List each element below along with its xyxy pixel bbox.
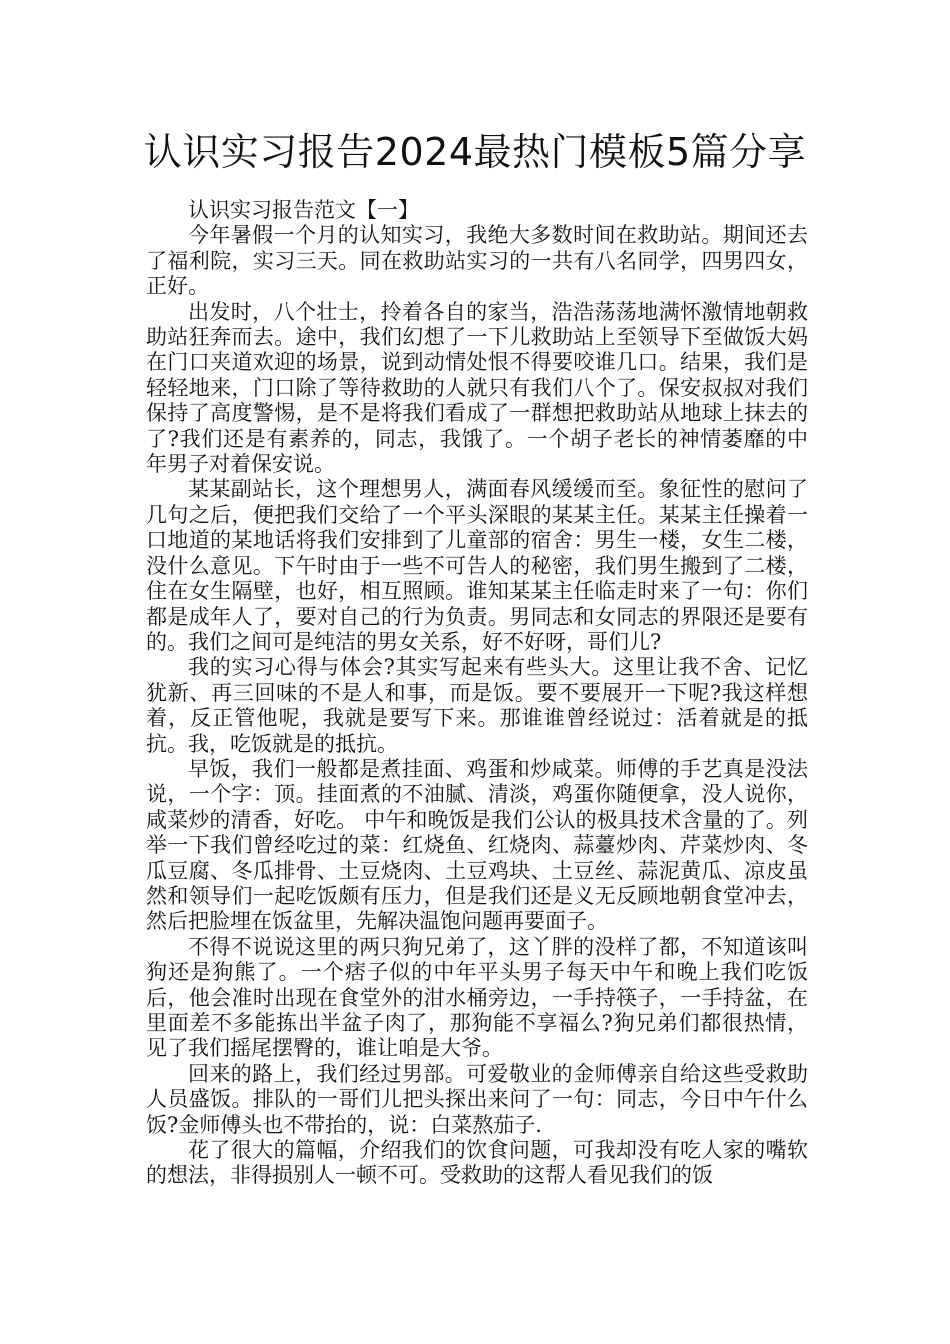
paragraph: 某某副站长，这个理想男人，满面春风缓缓而至。象征性的慰问了几句之后，便把我们交给了一个平头深眼的某某主任。某某主任操着一口地道的某地话将我们安排到了儿童部的宿舍：男生一楼，女生二楼，没什么意见。下午时由于一些不可告人的秘密，我们男生搬到了二楼，住在女生隔壁，也好，相互照顾。谁知某某主任临走时来了一句：你们都是成年人了，要对自己的行为负责。男同志和女同志的界限还是要有的。我们之间可是纯洁的男女关系，好不好呀，哥们儿?: [146, 477, 808, 654]
document-title: 认识实习报告2024最热门模板5篇分享: [143, 130, 807, 174]
paragraph: 今年暑假一个月的认知实习，我绝大多数时间在救助站。期间还去了福利院，实习三天。同在救助站实习的一共有八名同学，四男四女，正好。: [146, 223, 808, 299]
document-body: [146, 198, 808, 1189]
paragraph: 出发时，八个壮士，拎着各自的家当，浩浩荡荡地满怀激情地朝救助站狂奔而去。途中，我们幻想了一下儿救助站上至领导下至做饭大妈在门口夹道欢迎的场景，说到动情处恨不得要咬谁几口。结果，我们是轻轻地来，门口除了等待救助的人就只有我们八个了。保安叔叔对我们保持了高度警惕，是不是将我们看成了一群想把救助站从地球上抹去的了?我们还是有素养的，同志，我饿了。一个胡子老长的神情萎靡的中年男子对着保安说。: [146, 299, 808, 477]
section-heading: 认识实习报告范文【一】: [188, 198, 419, 222]
paragraph: 不得不说说这里的两只狗兄弟了，这丫胖的没样了都，不知道该叫狗还是狗熊了。一个痞子似的中年平头男子每天中午和晚上我们吃饭后，他会准时出现在食堂外的泔水桶旁边，一手持筷子，一手持盆，在里面差不多能拣出半盆子肉了，那狗能不享福么?狗兄弟们都很热情，见了我们摇尾摆臀的，谁让咱是大爷。: [146, 934, 808, 1061]
paragraph: 早饭，我们一般都是煮挂面、鸡蛋和炒咸菜。师傅的手艺真是没法说，一个字：顶。挂面煮的不油腻、清淡，鸡蛋你随便拿，没人说你，咸菜炒的清香，好吃。 中午和晚饭是我们公认的极具技术含量的了。列举一下我们曾经吃过的菜：红烧鱼、红烧肉、蒜薹炒肉、芹菜炒肉、冬瓜豆腐、冬瓜排骨、土豆烧肉、土豆鸡块、土豆丝、蒜泥黄瓜、凉皮虽然和领导们一起吃饭颇有压力，但是我们还是义无反顾地朝食堂冲去，然后把脸埋在饭盆里，先解决温饱问题再要面子。: [146, 756, 808, 934]
paragraph: 回来的路上，我们经过男部。可爱敬业的金师傅亲自给这些受救助人员盛饭。排队的一哥们儿把头探出来问了一句：同志，今日中午什么饭?金师傅头也不带抬的，说：白菜熬茄子.: [146, 1061, 808, 1137]
paragraph: 我的实习心得与体会?其实写起来有些头大。这里让我不舍、记忆犹新、再三回味的不是人和事，而是饭。要不要展开一下呢?我这样想着，反正管他呢，我就是要写下来。那谁谁曾经说过：活着就是的抵抗。我，吃饭就是的抵抗。: [146, 655, 808, 756]
paragraph: 花了很大的篇幅，介绍我们的饮食问题，可我却没有吃人家的嘴软的想法，非得损别人一顿不可。受救助的这帮人看见我们的饭: [146, 1138, 808, 1188]
